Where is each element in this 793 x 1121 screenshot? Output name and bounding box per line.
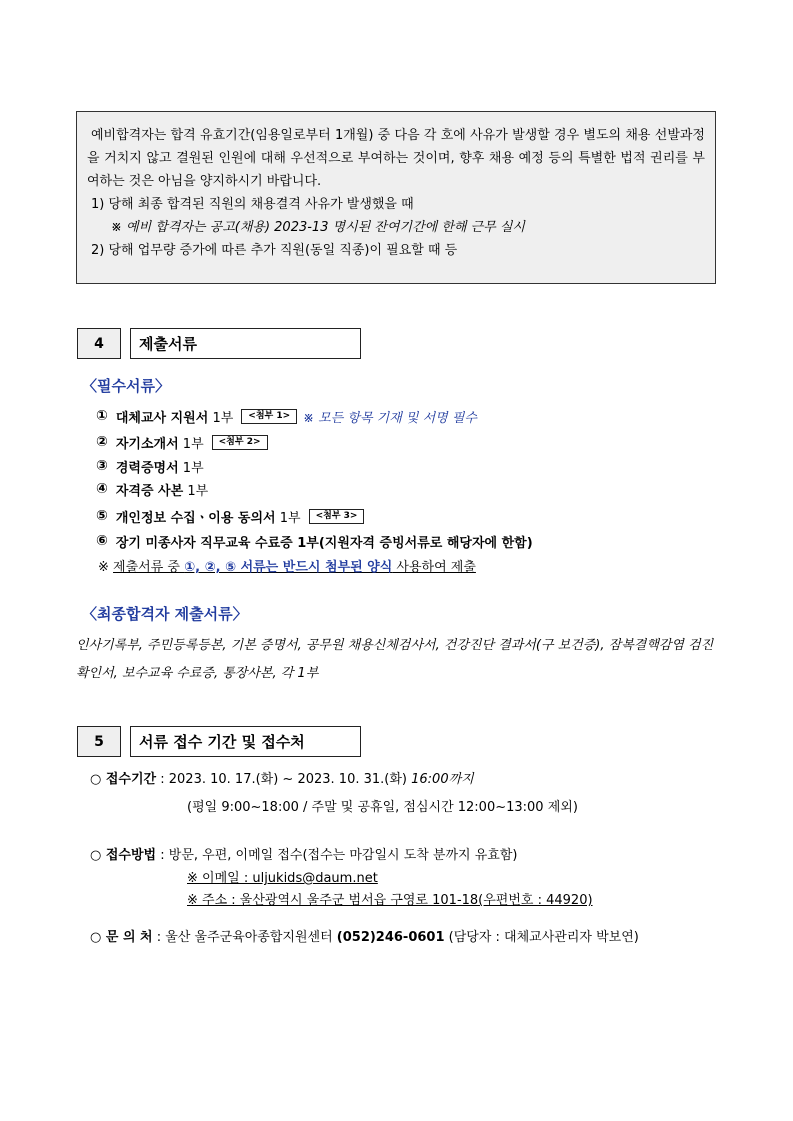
- doc-item-name: 개인정보 수집ㆍ이용 동의서: [115, 510, 276, 526]
- warning-text-c: 사용하여 제출: [392, 560, 476, 575]
- attachment-warning: [98, 556, 476, 575]
- method-row: [90, 845, 518, 867]
- method-value: : 방문, 우편, 이메일 접수(접수는 마감일시 도착 분까지 유효함): [160, 848, 518, 863]
- doc-item-mark: ③: [96, 458, 108, 474]
- final-docs-heading: 〈최종합격자 제출서류〉: [82, 605, 248, 623]
- section-5-number: 5: [77, 726, 121, 757]
- doc-item-qty: 1부: [187, 483, 209, 499]
- warning-mark: ※: [98, 560, 114, 575]
- contact-row: [90, 927, 639, 949]
- section-4-title: 제출서류: [130, 328, 361, 359]
- section-4-number: 4: [77, 328, 121, 359]
- period-row: [90, 769, 474, 791]
- period-time: 16:00까지: [411, 772, 474, 787]
- doc-item-qty: 1부: [182, 436, 204, 452]
- doc-item-qty: 1부: [182, 460, 204, 476]
- address-line: ※ 주소 : 울산광역시 울주군 범서읍 구영로 101-18(우편번호 : 44920): [187, 893, 593, 908]
- doc-item-mark: ⑤: [96, 508, 108, 524]
- warning-text-a: 제출서류 중: [113, 560, 185, 575]
- period-sub: (평일 9:00~18:00 / 주말 및 공휴일, 점심시간 12:00~13:00 제외): [187, 800, 578, 815]
- doc-item-mark: ⑥: [96, 533, 108, 549]
- doc-item-mark: ②: [96, 434, 108, 450]
- doc-item-name: 장기 미종사자 직무교육 수료증 1부(지원자격 증빙서류로 해당자에 한함): [115, 535, 533, 551]
- required-docs-heading: 〈필수서류〉: [82, 377, 170, 395]
- doc-item-name: 경력증명서: [115, 460, 179, 476]
- method-label: ○ 접수방법: [90, 848, 157, 863]
- doc-item-mark: ①: [96, 408, 108, 424]
- contact-value-a: : 울산 울주군육아종합지원센터: [156, 930, 337, 945]
- warning-text-b: ①, ②, ⑤ 서류는 반드시 첨부된 양식: [184, 560, 393, 575]
- doc-item-name: 자격증 사본: [115, 483, 184, 499]
- doc-item-2: [96, 431, 268, 453]
- notice-paragraph: 예비합격자는 합격 유효기간(임용일로부터 1개월) 중 다음 각 호에 사유가 발생할 경우 별도의 채용 선발과정을 거치지 않고 결원된 인원에 대해 우선적으로 부여하는 것이며, 향후 채용 예정 등의 특별한 법적 권리를 부여하는 것은 아님을 양지하시기 바랍니다.: [87, 128, 705, 189]
- doc-item-4: [96, 478, 208, 500]
- notice-item-1: 1) 당해 최종 합격된 직원의 채용결격 사유가 발생했을 때: [91, 197, 414, 212]
- contact-value-b: (담당자 : 대체교사관리자 박보연): [444, 930, 639, 945]
- final-docs-list: 인사기록부, 주민등록등본, 기본 증명서, 공무원 채용신체검사서, 건강진단 결과서(구 보건증), 잠복결핵감염 검진 확인서, 보수교육 수료증, 통장사본, 각 1부: [76, 638, 714, 681]
- doc-item-name: 대체교사 지원서: [115, 410, 209, 426]
- doc-item-6: [96, 530, 533, 552]
- doc-item-qty: 1부: [212, 410, 234, 426]
- period-value: : 2023. 10. 17.(화) ~ 2023. 10. 31.(화): [160, 772, 412, 787]
- section-5-title: 서류 접수 기간 및 접수처: [130, 726, 361, 757]
- notice-box: [76, 111, 716, 284]
- contact-phone: (052)246-0601: [336, 930, 445, 945]
- doc-item-1: [96, 405, 477, 427]
- period-label: ○ 접수기간: [90, 772, 157, 787]
- doc-item-qty: 1부: [279, 510, 301, 526]
- doc-item-5: [96, 505, 364, 527]
- doc-item-3: [96, 455, 204, 477]
- email-line[interactable]: ※ 이메일 : uljukids@daum.net: [187, 871, 378, 886]
- attachment-badge: <첨부 1>: [241, 409, 297, 424]
- doc-item-note: ※ 모든 항목 기재 및 서명 필수: [303, 410, 477, 426]
- attachment-badge: <첨부 3>: [309, 509, 365, 524]
- attachment-badge: <첨부 2>: [212, 435, 268, 450]
- contact-label: ○ 문 의 처: [90, 930, 153, 945]
- doc-item-name: 자기소개서: [115, 436, 179, 452]
- notice-item-2: 2) 당해 업무량 증가에 따른 추가 직원(동일 직종)이 필요할 때 등: [91, 243, 458, 258]
- doc-item-mark: ④: [96, 481, 108, 497]
- notice-item-1-note: ※ 예비 합격자는 공고(채용) 2023-13 명시된 잔여기간에 한해 근무 실시: [111, 220, 525, 235]
